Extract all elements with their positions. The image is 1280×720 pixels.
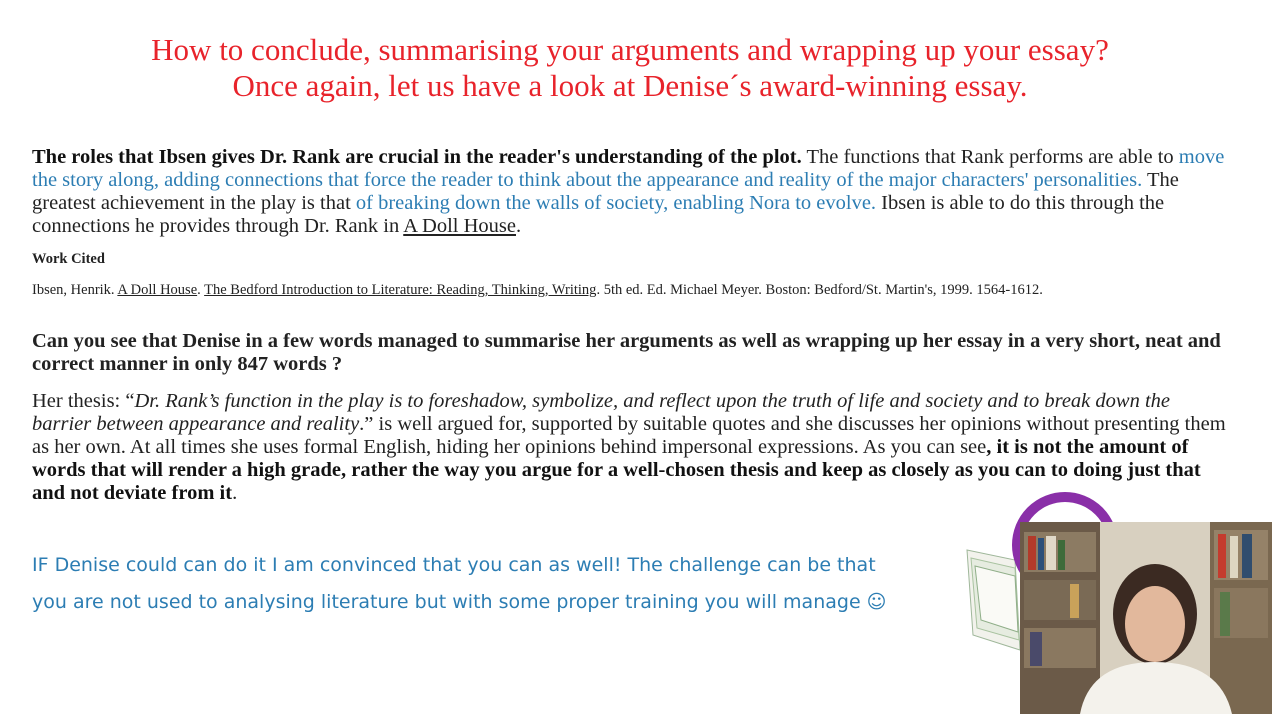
thesis-paragraph (32, 390, 1232, 505)
citation-sep: . (197, 282, 205, 298)
thesis-quote: Dr. Rank’s function in the play is to foreshadow, symbolize, and reflect upon the truth of life and society and to break down the barrier between appearance and reality (32, 390, 1170, 435)
title-line-2: Once again, let us have a look at Denise´s award-winning essay. (232, 68, 1028, 103)
excerpt-end: . (515, 215, 522, 237)
webcam-scene (1020, 522, 1272, 714)
slide-title (0, 32, 1260, 104)
essay-excerpt (32, 146, 1232, 238)
excerpt-title-underlined: A Doll House (403, 215, 516, 237)
excerpt-blue-2: of breaking down the walls of society, enabling Nora to evolve. (355, 192, 877, 214)
citation-rest: . 5th ed. Ed. Michael Meyer. Boston: Bedford/St. Martin's, 1999. 1564-1612. (596, 282, 1043, 298)
thesis-text: is well argued for, supported by suitable quotes and she discusses her opinions without presenting them as her own. At all times she uses formal English, hiding her opinions behind impersonal expressions. As you can see (32, 413, 1226, 458)
thesis-bold: , it is not the amount of words that will render a high grade, rather the way you argue for a well-chosen thesis and keep as closely as you can to doing just that and not deviate from it (32, 436, 1201, 504)
presenter-webcam (1020, 522, 1272, 714)
excerpt-text-2: The greatest achievement in the play is that (32, 169, 1179, 214)
citation-book: The Bedford Introduction to Literature: Reading, Thinking, Writing (204, 282, 597, 298)
thesis-label: Her thesis: “ (32, 390, 135, 412)
question-paragraph: Can you see that Denise in a few words managed to summarise her arguments as well as wrapping up her essay in a very short, neat and correct manner in only 847 words ? (32, 330, 1221, 375)
thesis-end: . (232, 482, 238, 504)
citation-author: Ibsen, Henrik. (32, 282, 118, 298)
excerpt-text-3: Ibsen is able to do this through the connections he provides through Dr. Rank in (32, 192, 1165, 237)
citation-play: A Doll House (117, 282, 198, 298)
works-cited-heading: Work Cited (32, 251, 105, 267)
works-cited-entry (32, 282, 1232, 299)
title-line-1: How to conclude, summarising your arguments and wrapping up your essay? (151, 32, 1109, 67)
closing-line-1: IF Denise could can do it I am convinced that you can as well! The challenge can be that (32, 554, 876, 576)
excerpt-blue-1: move the story along, adding connections that force the reader to think about the appearance and reality of the major characters' personalities. (32, 146, 1225, 191)
excerpt-bold-lead: The roles that Ibsen gives Dr. Rank are crucial in the reader's understanding of the plot. (32, 146, 802, 168)
closing-line-2: you are not used to analysing literature but with some proper training you will manage ☺ (32, 591, 887, 613)
excerpt-text-1: The functions that Rank performs are able to (801, 146, 1179, 168)
closing-message (32, 547, 932, 621)
thesis-close: .” (359, 413, 374, 435)
